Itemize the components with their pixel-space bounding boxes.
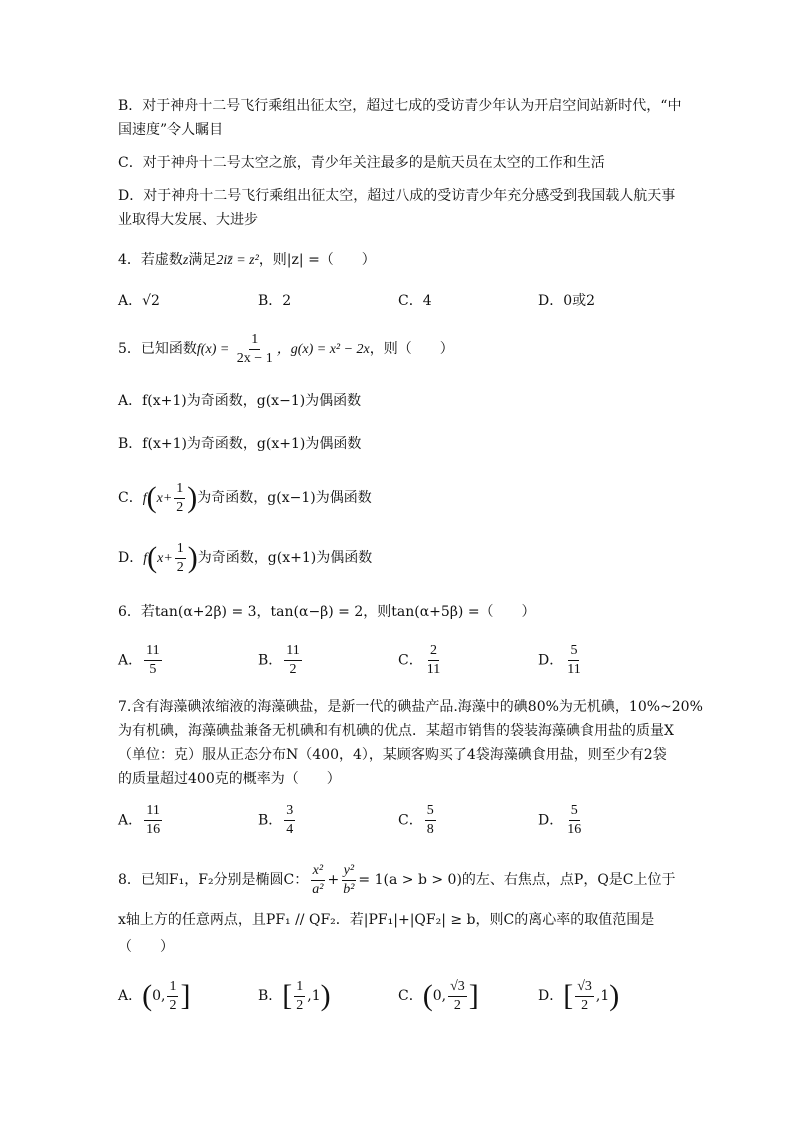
q5-option-a: A．f(x+1)为奇函数，g(x−1)为偶函数 (118, 393, 362, 409)
q7-stem-line2: 为有机碘，海藻碘盐兼备无机碘和有机碘的优点．某超市销售的袋装海藻碘食用盐的质量X (118, 723, 674, 739)
q3-option-c: C．对于神舟十二号太空之旅，青少年关注最多的是航天员在太空的工作和生活 (118, 155, 605, 171)
q5-fraction: $\frac{1}{2x - 1}$ (236, 331, 273, 366)
q7-stem-line4: 的质量超过400克的概率为（ ） (118, 771, 341, 787)
q7-stem-line1: 7.含有海藻碘浓缩液的海藻碘盐，是新一代的碘盐产品.海藻中的碘80%为无机碘，10%~20% (118, 699, 703, 715)
q5-option-c: C．f(x+ $\frac{1}{2}$ )为奇函数，g(x−1)为偶函数 (118, 480, 372, 515)
q6-option-c: C． $\frac{2}{11}$ (398, 643, 441, 677)
q8-option-d: D．[ $\frac{√3}{2}$ ,1) (538, 978, 620, 1013)
q8-option-a: A．(0, $\frac{1}{2}$ ] (118, 978, 191, 1013)
q3-option-b-line1: B．对于神舟十二号飞行乘组出征太空，超过七成的受访青少年认为开启空间站新时代，“中 (118, 98, 682, 114)
q3-option-d-line2: 业取得大发展、大进步 (118, 212, 258, 228)
q8-stem-line3: （ ） (118, 939, 174, 955)
q7-option-d: D． $\frac{5}{16}$ (538, 803, 582, 837)
q6-option-d: D． $\frac{5}{11}$ (538, 643, 581, 677)
q8-stem-line2: x轴上方的任意两点，且PF₁ // QF₂．若|PF₁|+|QF₂| ≥ b，则C的离心率的取值范围是 (118, 912, 655, 928)
q7-option-c: C． $\frac{5}{8}$ (398, 803, 434, 837)
q8-stem-line1: 8．已知F₁，F₂分别是椭圆C： $\frac{\text{x²}}{\text{a²}}$ + $\frac{\text{y²}}{\text{b²}}$ = 1(a > b > 0)的左、右焦点，点P，Q是C上位于 (118, 862, 676, 897)
q7-option-b: B． $\frac{3}{4}$ (258, 803, 294, 837)
q4-option-c: C．4 (398, 293, 432, 309)
q6-option-a: A． $\frac{11}{5}$ (118, 643, 160, 677)
q6-option-b: B． $\frac{11}{2}$ (258, 643, 300, 677)
q7-option-a: A． $\frac{11}{16}$ (118, 803, 161, 837)
q5-option-b: B．f(x+1)为奇函数，g(x+1)为偶函数 (118, 436, 362, 452)
q3-option-d-line1: D．对于神舟十二号飞行乘组出征太空，超过八成的受访青少年充分感受到我国载人航天事 (118, 188, 676, 204)
q5-stem: 5．已知函数f(x) = $\frac{1}{2x - 1}$ ，g(x) = x² − 2x，则（ ） (118, 331, 454, 366)
q8-option-b: B．[ $\frac{1}{2}$ ,1) (258, 978, 331, 1013)
q4-stem: 4．若虚数z满足2iz̄ = z²，则|z| =（ ） (118, 252, 376, 268)
q5-option-d: D．f(x+ $\frac{1}{2}$ )为奇函数，g(x+1)为偶函数 (118, 540, 373, 575)
q4-option-a: A．√2 (118, 293, 160, 309)
q3-option-b-line2: 国速度”令人瞩目 (118, 122, 224, 138)
q8-option-c: C．(0, $\frac{√3}{2}$ ] (398, 978, 479, 1013)
q7-stem-line3: （单位：克）服从正态分布N（400，4），某顾客购买了4袋海藻碘食用盐，则至少有2袋 (118, 747, 667, 763)
q4-option-b: B．2 (258, 293, 292, 309)
q6-stem: 6．若tan(α+2β) = 3，tan(α−β) = 2，则tan(α+5β) =（ ） (118, 604, 536, 620)
q4-option-d: D．0或2 (538, 293, 596, 309)
